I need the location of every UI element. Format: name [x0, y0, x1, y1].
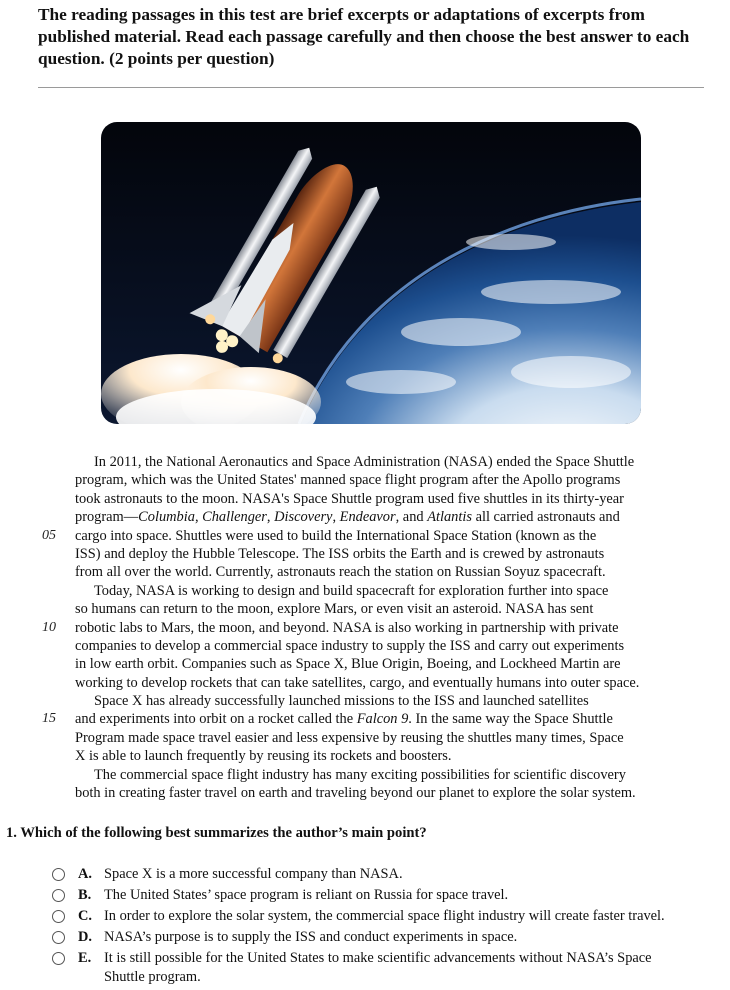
passage-line	[75, 563, 715, 581]
italic-title: Challenger	[202, 509, 267, 526]
passage-text: and experiments into orbit on a rocket called the	[75, 711, 357, 728]
italic-title: Discovery	[274, 509, 333, 526]
passage-text: companies to develop a commercial space industry to supply the ISS and carry out experiments	[75, 637, 625, 654]
answer-choice-a[interactable]	[52, 865, 727, 886]
choice-text-line: It is still possible for the United States to make scientific advancements without NASA’s Space	[104, 950, 652, 966]
passage-text: ,	[332, 509, 340, 526]
passage-line	[75, 692, 715, 710]
passage-line	[42, 527, 715, 545]
radio-button[interactable]	[52, 910, 65, 923]
choice-letter: A.	[78, 866, 92, 882]
answer-choice-b[interactable]	[52, 886, 727, 907]
space-shuttle-image	[101, 122, 641, 424]
passage-line	[75, 784, 715, 802]
passage-text: Space X has already successfully launched missions to the ISS and launched satellites	[94, 693, 589, 710]
choice-text-line: In order to explore the solar system, the commercial space flight industry will create faster travel.	[104, 908, 665, 924]
passage-text: ,	[266, 509, 275, 526]
passage-line	[75, 729, 715, 747]
choice-letter: E.	[78, 950, 92, 966]
answer-choice-e[interactable]	[52, 949, 727, 989]
passage-text: The commercial space flight industry has many exciting possibilities for scientific discovery	[94, 766, 626, 783]
passage-line	[75, 600, 715, 618]
choice-text-line: The United States’ space program is reliant on Russia for space travel.	[104, 887, 509, 903]
choice-text-line: Space X is a more successful company than NASA.	[104, 866, 403, 882]
passage-text: in low earth orbit. Companies such as Space X, Blue Origin, Boeing, and Lockheed Martin are	[75, 656, 621, 673]
passage-text: X is able to launch frequently by reusing its rockets and boosters.	[75, 748, 452, 765]
radio-button[interactable]	[52, 931, 65, 944]
choice-letter: B.	[78, 887, 92, 903]
radio-button[interactable]	[52, 889, 65, 902]
passage-text: Today, NASA is working to design and build spacecraft for exploration further into space	[94, 582, 609, 599]
choice-text	[104, 907, 665, 926]
question-1-text: 1. Which of the following best summarizes the author’s main point?	[6, 825, 427, 841]
passage-line	[75, 545, 715, 563]
passage-line	[75, 637, 715, 655]
passage-line	[75, 508, 715, 526]
passage-text: from all over the world. Currently, astronauts reach the station on Russian Soyuz spacecraft.	[75, 564, 606, 581]
passage-text: robotic labs to Mars, the moon, and beyond. NASA is also working in partnership with private	[75, 619, 619, 636]
divider-line	[38, 87, 704, 88]
passage-line	[42, 619, 715, 637]
answer-choice-d[interactable]	[52, 928, 727, 949]
italic-title: Columbia	[138, 509, 195, 526]
reading-passage	[42, 453, 715, 802]
passage-text: ISS) and deploy the Hubble Telescope. The ISS orbits the Earth and is crewed by astronauts	[75, 545, 605, 562]
line-number: 05	[42, 527, 56, 543]
answer-choice-c[interactable]	[52, 907, 727, 928]
italic-title: Atlantis	[427, 509, 472, 526]
answer-choices	[52, 865, 727, 989]
choice-text	[104, 928, 517, 947]
passage-text: both in creating faster travel on earth and traveling beyond our planet to explore the solar system.	[75, 785, 636, 802]
passage-text: program, which was the United States' manned space flight program after the Apollo programs	[75, 472, 621, 489]
passage-line	[75, 655, 715, 673]
choice-text	[104, 886, 508, 905]
space-shuttle-photo	[101, 122, 641, 424]
passage-line	[75, 453, 715, 471]
line-number: 15	[42, 711, 56, 727]
passage-text: cargo into space. Shuttles were used to build the International Space Station (known as the	[75, 527, 597, 544]
passage-text: so humans can return to the moon, explore Mars, or even visit an asteroid. NASA has sent	[75, 601, 594, 618]
passage-text: working to develop rockets that can take satellites, cargo, and eventually humans into outer space.	[75, 674, 640, 691]
choice-letter: C.	[78, 908, 92, 924]
radio-button[interactable]	[52, 868, 65, 881]
passage-text: In 2011, the National Aeronautics and Space Administration (NASA) ended the Space Shuttle	[94, 454, 635, 470]
radio-button[interactable]	[52, 952, 65, 965]
choice-text	[104, 865, 403, 884]
passage-line	[75, 766, 715, 784]
line-number: 10	[42, 619, 56, 635]
italic-title: Falcon 9	[356, 711, 409, 728]
passage-text: , and	[395, 509, 428, 526]
choice-letter: D.	[78, 929, 92, 945]
passage-line	[75, 490, 715, 508]
passage-line	[75, 582, 715, 600]
passage-text: Program made space travel easier and less expensive by reusing the shuttles many times, Space	[75, 729, 624, 746]
passage-text: . In the same way the Space Shuttle	[408, 711, 613, 728]
italic-title: Endeavor	[339, 509, 396, 526]
passage-text: took astronauts to the moon. NASA's Space Shuttle program used five shuttles in its thirty-year	[75, 490, 624, 507]
passage-line	[42, 710, 715, 728]
test-instructions: The reading passages in this test are brief excerpts or adaptations of excerpts from published material. Read each passage carefully and then choose the best answer to each question. (2 points per question)	[38, 5, 690, 68]
passage-text: ,	[194, 509, 203, 526]
passage-text: program—	[75, 509, 139, 526]
choice-text	[104, 949, 652, 987]
passage-line	[75, 747, 715, 765]
passage-line	[75, 471, 715, 489]
choice-text-line: Shuttle program.	[104, 969, 201, 985]
passage-line	[75, 674, 715, 692]
choice-text-line: NASA’s purpose is to supply the ISS and conduct experiments in space.	[104, 929, 518, 945]
passage-text: all carried astronauts and	[471, 509, 620, 526]
